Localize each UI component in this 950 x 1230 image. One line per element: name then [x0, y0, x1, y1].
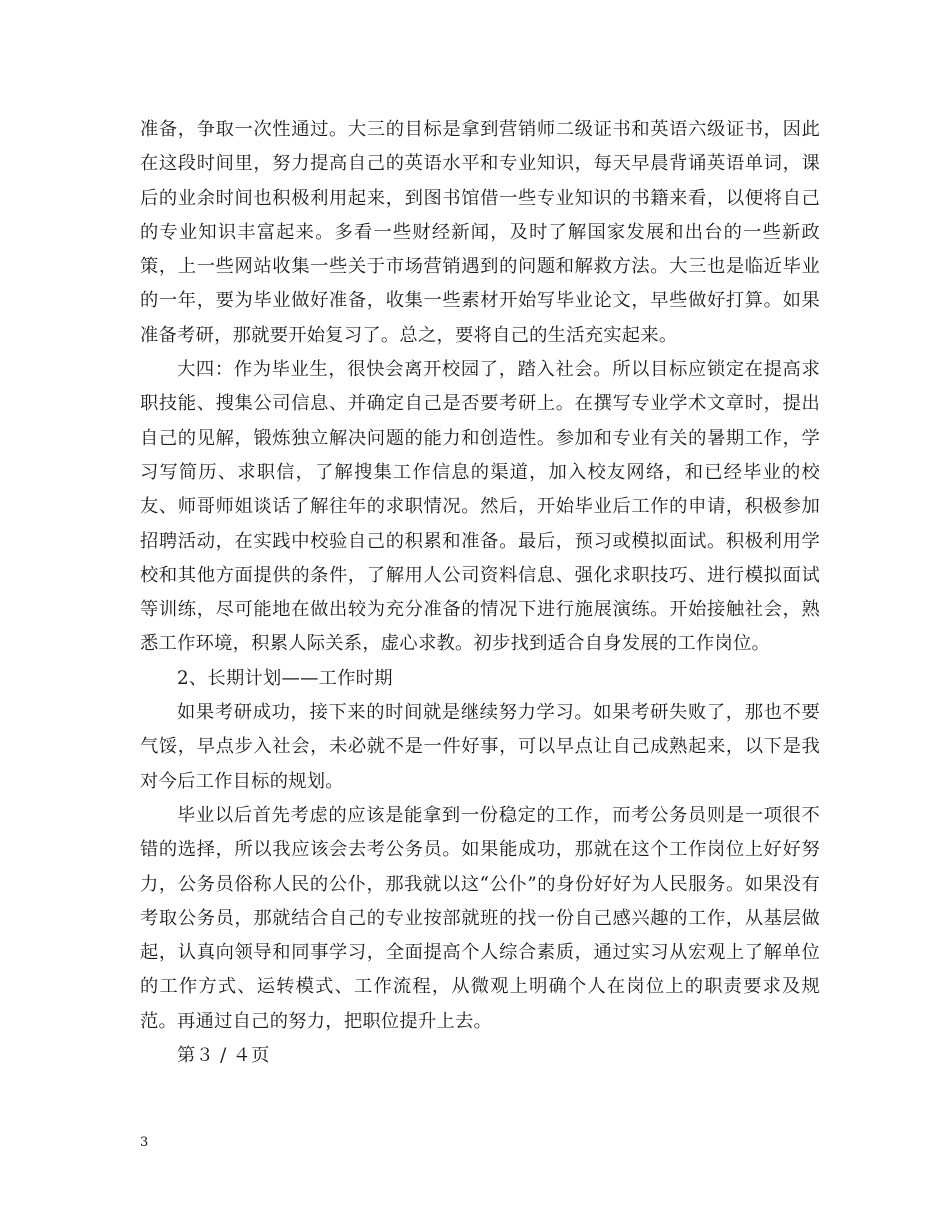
paragraph-year3-continued: 准备，争取一次性通过。大三的目标是拿到营销师二级证书和英语六级证书，因此在这段时间里，努力提高自己的英语水平和专业知识，每天早晨背诵英语单词，课后的业余时间也积极利用起来，到图书馆借一些专业知识的书籍来看，以便将自己的专业知识丰富起来。多看一些财经新闻，及时了解国家发展和出台的一些新政策，上一些网站收集一些关于市场营销遇到的问题和解救方法。大三也是临近毕业的一年，要为毕业做好准备，收集一些素材开始写毕业论文，早些做好打算。如果准备考研，那就要开始复习了。总之，要将自己的生活充实起来。 [140, 119, 820, 346]
footer-page-number: 3 [140, 1135, 149, 1150]
paragraph-graduate-exam: 如果考研成功，接下来的时间就是继续努力学习。如果考研失败了，那也不要气馁，早点步入社会，未必就不是一件好事，可以早点让自己成熟起来，以下是我对今后工作目标的规划。 [140, 702, 820, 792]
document-body [140, 113, 820, 1073]
paragraph-year4: 大四：作为毕业生，很快会离开校园了，踏入社会。所以目标应锁定在提高求职技能、搜集公司信息、并确定自己是否要考研上。在撰写专业学术文章时，提出自己的见解，锻炼独立解决问题的能力和创造性。参加和专业有关的暑期工作，学习写简历、求职信，了解搜集工作信息的渠道，加入校友网络，和已经毕业的校友、师哥师姐谈话了解往年的求职情况。然后，开始毕业后工作的申请，积极参加招聘活动，在实践中校验自己的积累和准备。最后，预习或模拟面试。积极利用学校和其他方面提供的条件，了解用人公司资料信息、强化求职技巧、进行模拟面试等训练，尽可能地在做出较为充分准备的情况下进行施展演练。开始接触社会，熟悉工作环境，积累人际关系，虚心求教。初步找到适合自身发展的工作岗位。 [140, 359, 820, 655]
paragraph-career-plan: 毕业以后首先考虑的应该是能拿到一份稳定的工作，而考公务员则是一项很不错的选择，所以我应该会去考公务员。如果能成功，那就在这个工作岗位上好好努力，公务员俗称人民的公仆，那我就以这“公仆”的身份好好为人民服务。如果没有考取公务员，那就结合自己的专业按部就班的找一份自己感兴趣的工作，从基层做起，认真向领导和同事学习，全面提高个人综合素质，通过实习从宏观上了解单位的工作方式、运转模式、工作流程，从微观上明确个人在岗位上的职责要求及规范。再通过自己的努力，把职位提升上去。 [140, 804, 820, 1032]
page-counter: 第３ / ４页 [177, 1045, 270, 1067]
section-heading-long-term-plan: 2、长期计划——工作时期 [177, 667, 393, 689]
